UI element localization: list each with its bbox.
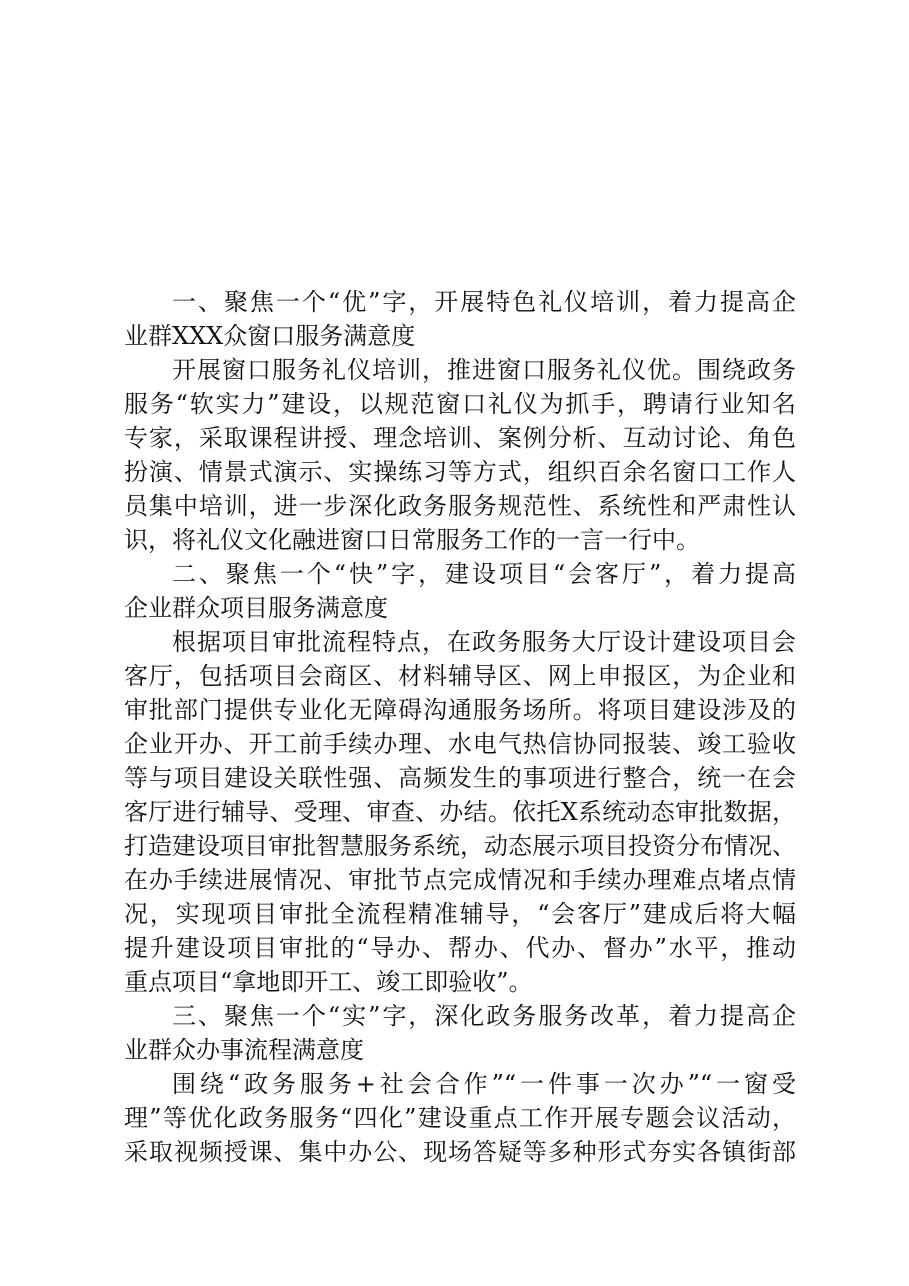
text-line: 围绕“政务服务+社会合作”“一件事一次办”“一窗受 bbox=[172, 1070, 796, 1098]
text-line: 客厅，包括项目会商区、材料辅导区、网上申报区，为企业和 bbox=[124, 662, 796, 690]
text-line: 审批部门提供专业化无障碍沟通服务场所。将项目建设涉及的 bbox=[124, 696, 796, 724]
text-line: 重点项目“拿地即开工、竣工即验收”。 bbox=[124, 968, 533, 996]
text-line: 企业群众项目服务满意度 bbox=[124, 594, 388, 622]
text-line: 三、聚焦一个“实”字，深化政务服务改革，着力提高企 bbox=[172, 1002, 796, 1030]
text-line: 二、聚焦一个“快”字，建设项目“会客厅”，着力提高 bbox=[172, 560, 796, 588]
text-line: 开展窗口服务礼仪培训，推进窗口服务礼仪优。围绕政务 bbox=[172, 356, 796, 384]
text-line: 扮演、情景式演示、实操练习等方式，组织百余名窗口工作人 bbox=[124, 458, 796, 486]
text-line: 根据项目审批流程特点，在政务服务大厅设计建设项目会 bbox=[172, 628, 796, 656]
text-line: 专家，采取课程讲授、理念培训、案例分析、互动讨论、角色 bbox=[124, 424, 796, 452]
text-line: 客厅进行辅导、受理、审查、办结。依托X系统动态审批数据， bbox=[124, 798, 796, 826]
document-body bbox=[124, 285, 796, 1169]
text-line: 业群XXX众窗口服务满意度 bbox=[124, 322, 416, 350]
text-line: 等与项目建设关联性强、高频发生的事项进行整合，统一在会 bbox=[124, 764, 796, 792]
text-line: 员集中培训，进一步深化政务服务规范性、系统性和严肃性认 bbox=[124, 492, 796, 520]
text-line: 打造建设项目审批智慧服务系统，动态展示项目投资分布情况、 bbox=[124, 832, 796, 860]
text-line: 识，将礼仪文化融进窗口日常服务工作的一言一行中。 bbox=[124, 526, 700, 554]
text-line: 一、聚焦一个“优”字，开展特色礼仪培训，着力提高企 bbox=[172, 288, 796, 316]
text-line: 企业开办、开工前手续办理、水电气热信协同报装、竣工验收 bbox=[124, 730, 796, 758]
text-line: 提升建设项目审批的“导办、帮办、代办、督办”水平，推动 bbox=[124, 934, 796, 962]
text-line: 服务“软实力”建设，以规范窗口礼仪为抓手，聘请行业知名 bbox=[124, 390, 796, 418]
text-line: 理”等优化政务服务“四化”建设重点工作开展专题会议活动， bbox=[124, 1104, 796, 1132]
text-line: 业群众办事流程满意度 bbox=[124, 1036, 364, 1064]
text-line: 况，实现项目审批全流程精准辅导，“会客厅”建成后将大幅 bbox=[124, 900, 796, 928]
text-line: 采取视频授课、集中办公、现场答疑等多种形式夯实各镇街部 bbox=[124, 1138, 796, 1166]
text-line: 在办手续进展情况、审批节点完成情况和手续办理难点堵点情 bbox=[124, 866, 796, 894]
